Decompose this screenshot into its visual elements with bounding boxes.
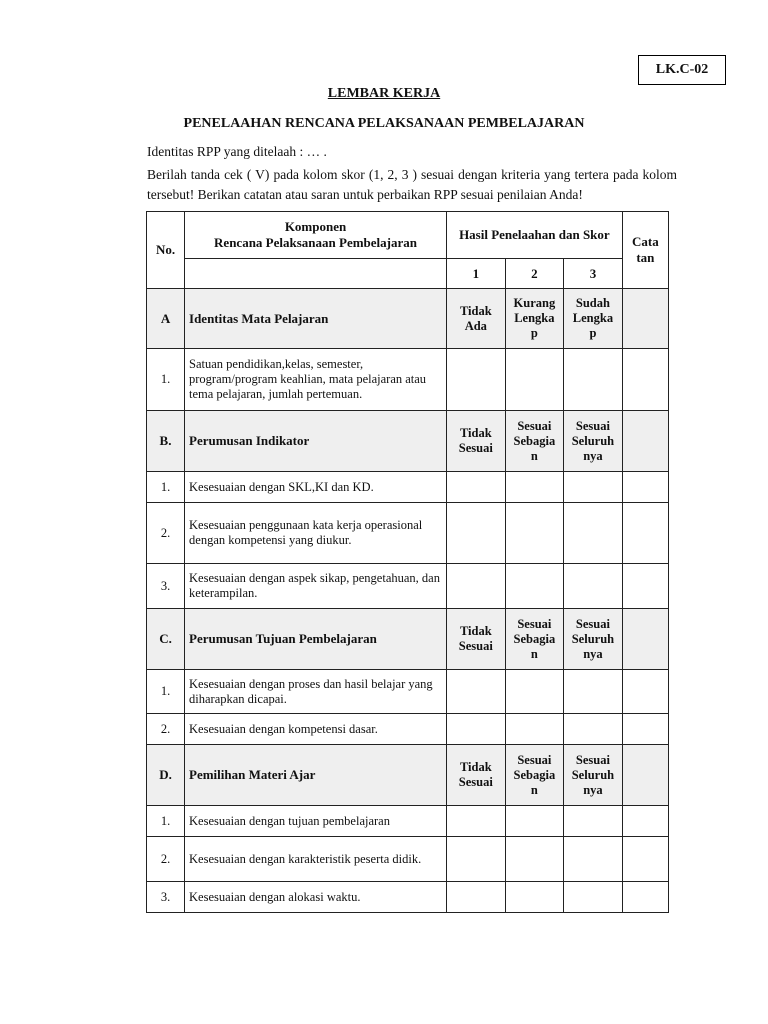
section-option-3 <box>564 411 623 472</box>
option-line: Sebagia <box>513 631 556 646</box>
option-line: Sesuai <box>517 616 552 631</box>
catatan-cell[interactable] <box>622 349 668 411</box>
score-cell-3[interactable] <box>564 882 623 913</box>
catatan-cell[interactable] <box>622 609 668 670</box>
table-row <box>147 714 669 745</box>
option-line: Sesuai <box>517 752 552 767</box>
item-number: 1. <box>147 806 185 837</box>
section-code: B. <box>147 411 185 472</box>
catatan-cell[interactable] <box>622 806 668 837</box>
section-row <box>147 411 669 472</box>
item-number: 2. <box>147 714 185 745</box>
header-catatan-line1: Cata <box>632 234 659 249</box>
score-cell-3[interactable] <box>564 714 623 745</box>
section-option-1 <box>447 289 506 349</box>
score-cell-3[interactable] <box>564 564 623 609</box>
option-line: Tidak <box>459 426 492 440</box>
catatan-cell[interactable] <box>622 289 668 349</box>
item-criterion: Kesesuaian dengan tujuan pembelajaran <box>185 806 447 837</box>
item-number: 2. <box>147 837 185 882</box>
score-cell-2[interactable] <box>505 503 564 564</box>
item-number: 1. <box>147 670 185 714</box>
header-catatan <box>622 212 668 289</box>
score-cell-3[interactable] <box>564 349 623 411</box>
header-score-2: 2 <box>505 259 564 289</box>
identitas-line: Identitas RPP yang ditelaah : … . <box>147 144 327 159</box>
score-cell-2[interactable] <box>505 472 564 503</box>
section-option-1 <box>447 411 506 472</box>
header-komponen-empty <box>185 259 447 289</box>
item-criterion: Satuan pendidikan,kelas, semester, program/program keahlian, mata pelajaran atau tema pelajaran, jumlah pertemuan. <box>185 349 447 411</box>
item-number: 2. <box>147 503 185 564</box>
score-cell-1[interactable] <box>447 564 506 609</box>
option-line: nya <box>583 782 603 797</box>
table-row <box>147 806 669 837</box>
score-cell-2[interactable] <box>505 564 564 609</box>
option-line: Lengka <box>572 311 614 325</box>
score-cell-2[interactable] <box>505 837 564 882</box>
option-line: Seluruh <box>571 767 615 782</box>
option-line: Tidak <box>459 624 492 638</box>
instruction-text: Berilah tanda cek ( V) pada kolom skor (1, 2, 3 ) sesuai dengan kriteria yang tertera pada kolom tersebut! Berikan catatan atau saran untuk perbaikan RPP sesuai penilaian Anda! <box>147 167 677 202</box>
section-row <box>147 289 669 349</box>
option-line: Seluruh <box>571 433 615 448</box>
score-cell-3[interactable] <box>564 837 623 882</box>
header-catatan-line2: tan <box>636 250 655 265</box>
option-line: nya <box>583 448 603 463</box>
score-cell-3[interactable] <box>564 503 623 564</box>
section-title: Perumusan Indikator <box>185 411 447 472</box>
review-table <box>146 211 669 913</box>
option-line: Sesuai <box>458 441 493 455</box>
item-criterion: Kesesuaian dengan kompetensi dasar. <box>185 714 447 745</box>
table-row <box>147 837 669 882</box>
header-hasil: Hasil Penelaahan dan Skor <box>447 212 623 259</box>
option-line: Sudah <box>575 296 610 310</box>
section-option-1 <box>447 745 506 806</box>
score-cell-3[interactable] <box>564 806 623 837</box>
item-number: 1. <box>147 349 185 411</box>
document-code: LK.C-02 <box>638 55 726 85</box>
header-score-3: 3 <box>564 259 623 289</box>
item-criterion: Kesesuaian dengan aspek sikap, pengetahuan, dan keterampilan. <box>185 564 447 609</box>
item-number: 3. <box>147 882 185 913</box>
score-cell-1[interactable] <box>447 837 506 882</box>
option-line: Sesuai <box>517 418 552 433</box>
score-cell-2[interactable] <box>505 806 564 837</box>
table-row <box>147 564 669 609</box>
option-line: Sesuai <box>575 752 610 767</box>
table-score-row <box>147 259 669 289</box>
section-code: A <box>147 289 185 349</box>
table-row <box>147 670 669 714</box>
section-option-3 <box>564 745 623 806</box>
option-line: p <box>589 326 597 340</box>
item-number: 3. <box>147 564 185 609</box>
header-score-1: 1 <box>447 259 506 289</box>
option-line: Seluruh <box>571 631 615 646</box>
section-option-3 <box>564 289 623 349</box>
section-title: Pemilihan Materi Ajar <box>185 745 447 806</box>
table-row <box>147 882 669 913</box>
score-cell-3[interactable] <box>564 472 623 503</box>
score-cell-2[interactable] <box>505 349 564 411</box>
section-row <box>147 609 669 670</box>
catatan-cell[interactable] <box>622 503 668 564</box>
item-criterion: Kesesuaian dengan karakteristik peserta didik. <box>185 837 447 882</box>
option-line: Sesuai <box>575 616 610 631</box>
option-line: Sesuai <box>458 775 493 789</box>
option-line: Kurang <box>513 296 556 310</box>
item-criterion: Kesesuaian dengan proses dan hasil belajar yang diharapkan dicapai. <box>185 670 447 714</box>
score-cell-2[interactable] <box>505 714 564 745</box>
table-row <box>147 349 669 411</box>
option-line: Lengka <box>514 311 555 325</box>
header-komponen-line2: Rencana Pelaksanaan Pembelajaran <box>214 235 417 250</box>
option-line: p <box>530 326 538 340</box>
catatan-cell[interactable] <box>622 564 668 609</box>
score-cell-1[interactable] <box>447 349 506 411</box>
score-cell-1[interactable] <box>447 714 506 745</box>
section-option-2 <box>505 745 564 806</box>
option-line: Tidak <box>459 760 492 774</box>
section-row <box>147 745 669 806</box>
document-subtitle: PENELAAHAN RENCANA PELAKSANAAN PEMBELAJARAN <box>183 116 585 131</box>
option-line: Sesuai <box>575 418 610 433</box>
section-option-1 <box>447 609 506 670</box>
table-header-row <box>147 212 669 259</box>
catatan-cell[interactable] <box>622 882 668 913</box>
catatan-cell[interactable] <box>622 714 668 745</box>
catatan-cell[interactable] <box>622 670 668 714</box>
table-row <box>147 503 669 564</box>
section-option-2 <box>505 289 564 349</box>
section-option-2 <box>505 609 564 670</box>
score-cell-1[interactable] <box>447 806 506 837</box>
option-line: n <box>530 646 538 661</box>
document-title: LEMBAR KERJA <box>327 86 441 101</box>
section-option-3 <box>564 609 623 670</box>
catatan-cell[interactable] <box>622 472 668 503</box>
score-cell-2[interactable] <box>505 882 564 913</box>
catatan-cell[interactable] <box>622 411 668 472</box>
option-line: Sesuai <box>458 639 493 653</box>
header-komponen-line1: Komponen <box>284 219 347 234</box>
option-line: Sebagia <box>513 433 556 448</box>
section-title: Identitas Mata Pelajaran <box>185 289 447 349</box>
section-code: D. <box>147 745 185 806</box>
score-cell-1[interactable] <box>447 670 506 714</box>
header-komponen <box>185 212 447 259</box>
score-cell-3[interactable] <box>564 670 623 714</box>
option-line: n <box>530 448 538 463</box>
score-cell-1[interactable] <box>447 503 506 564</box>
catatan-cell[interactable] <box>622 745 668 806</box>
option-line: Ada <box>464 318 487 333</box>
section-title: Perumusan Tujuan Pembelajaran <box>185 609 447 670</box>
item-criterion: Kesesuaian penggunaan kata kerja operasional dengan kompetensi yang diukur. <box>185 503 447 564</box>
item-criterion: Kesesuaian dengan SKL,KI dan KD. <box>185 472 447 503</box>
option-line: n <box>530 782 538 797</box>
table-row <box>147 472 669 503</box>
item-number: 1. <box>147 472 185 503</box>
option-line: Sebagia <box>513 767 556 782</box>
score-cell-1[interactable] <box>447 882 506 913</box>
option-line: Tidak <box>459 303 492 318</box>
option-line: nya <box>583 646 603 661</box>
header-no: No. <box>147 212 185 289</box>
item-criterion: Kesesuaian dengan alokasi waktu. <box>185 882 447 913</box>
section-option-2 <box>505 411 564 472</box>
score-cell-2[interactable] <box>505 670 564 714</box>
catatan-cell[interactable] <box>622 837 668 882</box>
section-code: C. <box>147 609 185 670</box>
score-cell-1[interactable] <box>447 472 506 503</box>
